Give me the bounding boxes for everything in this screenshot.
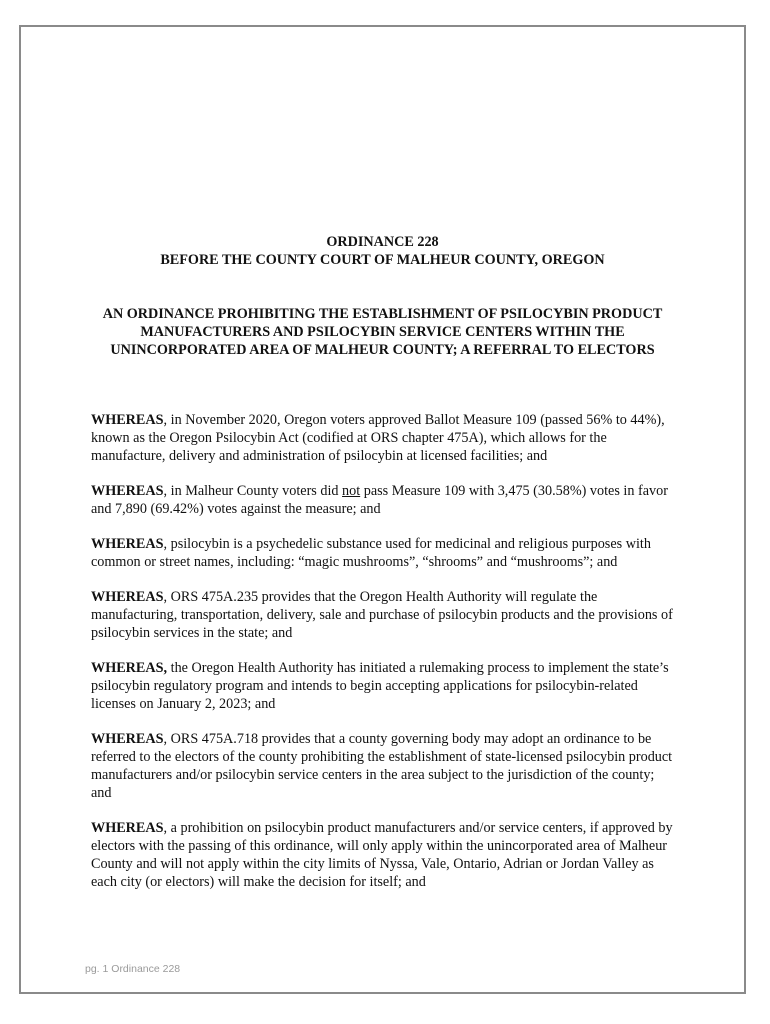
ordinance-title: AN ORDINANCE PROHIBITING THE ESTABLISHMENT OF PSILOCYBIN PRODUCT MANUFACTURERS AND PSILOCYBIN SERVICE CENTERS WITHIN THE UNINCORPORATED AREA OF MALHEUR COUNTY; A REFERRAL TO ELECTORS xyxy=(102,306,663,358)
whereas-lead: WHEREAS xyxy=(91,483,164,499)
document-page xyxy=(19,25,746,994)
document-header xyxy=(21,233,744,269)
whereas-paragraph-7 xyxy=(91,819,678,891)
whereas-paragraph-5 xyxy=(91,659,678,713)
whereas-paragraph-4 xyxy=(91,588,678,642)
whereas-paragraph-6 xyxy=(91,730,678,802)
ordinance-number: ORDINANCE 228 xyxy=(326,234,439,250)
paragraph-text: , ORS 475A.235 provides that the Oregon Health Authority will regulate the manufacturing, transportation, delivery, sale and purchase of psilocybin products and the provisions of psilocybin services in the state; and xyxy=(91,589,673,641)
paragraph-text: , ORS 475A.718 provides that a county governing body may adopt an ordinance to be referred to the electors of the county prohibiting the establishment of state-licensed psilocybin product manufacturers and/or psilocybin service centers in the area subject to the jurisdiction of the county; and xyxy=(91,731,673,801)
whereas-paragraph-2 xyxy=(91,482,678,518)
underlined-word: not xyxy=(342,483,361,499)
page-footer: pg. 1 Ordinance 228 xyxy=(85,963,181,975)
whereas-lead: WHEREAS xyxy=(91,731,164,747)
whereas-paragraph-1 xyxy=(91,411,678,465)
paragraph-text: , psilocybin is a psychedelic substance used for medicinal and religious purposes with common or street names, including: “magic mushrooms”, “shrooms” and “mushrooms”; and xyxy=(91,536,651,570)
whereas-lead: WHEREAS xyxy=(91,412,164,428)
whereas-lead: WHEREAS, xyxy=(91,660,168,676)
paragraph-text: , in Malheur County voters did xyxy=(163,483,343,499)
whereas-lead: WHEREAS xyxy=(91,536,164,552)
whereas-lead: WHEREAS xyxy=(91,589,164,605)
paragraph-text: , in November 2020, Oregon voters approved Ballot Measure 109 (passed 56% to 44%), known as the Oregon Psilocybin Act (codified at ORS chapter 475A), which allows for the manufacture, delivery and administration of psilocybin at licensed facilities; and xyxy=(91,412,665,464)
paragraph-text: , a prohibition on psilocybin product manufacturers and/or service centers, if approved by electors with the passing of this ordinance, will only apply within the unincorporated area of Malheur County and will not apply within the city limits of Nyssa, Vale, Ontario, Adrian or Jordan Valley as each city (or electors) will make the decision for itself; and xyxy=(91,820,673,890)
whereas-lead: WHEREAS xyxy=(91,820,164,836)
paragraph-text: pass Measure 109 with 3,475 (30.58%) votes in favor and 7,890 (69.42%) votes against the measure; and xyxy=(91,483,668,517)
whereas-paragraph-3 xyxy=(91,535,678,571)
court-name: BEFORE THE COUNTY COURT OF MALHEUR COUNTY, OREGON xyxy=(160,252,605,268)
paragraph-text: the Oregon Health Authority has initiated a rulemaking process to implement the state’s psilocybin regulatory program and intends to begin accepting applications for psilocybin-related licenses on January 2, 2023; and xyxy=(91,660,669,712)
document-body xyxy=(91,411,678,908)
